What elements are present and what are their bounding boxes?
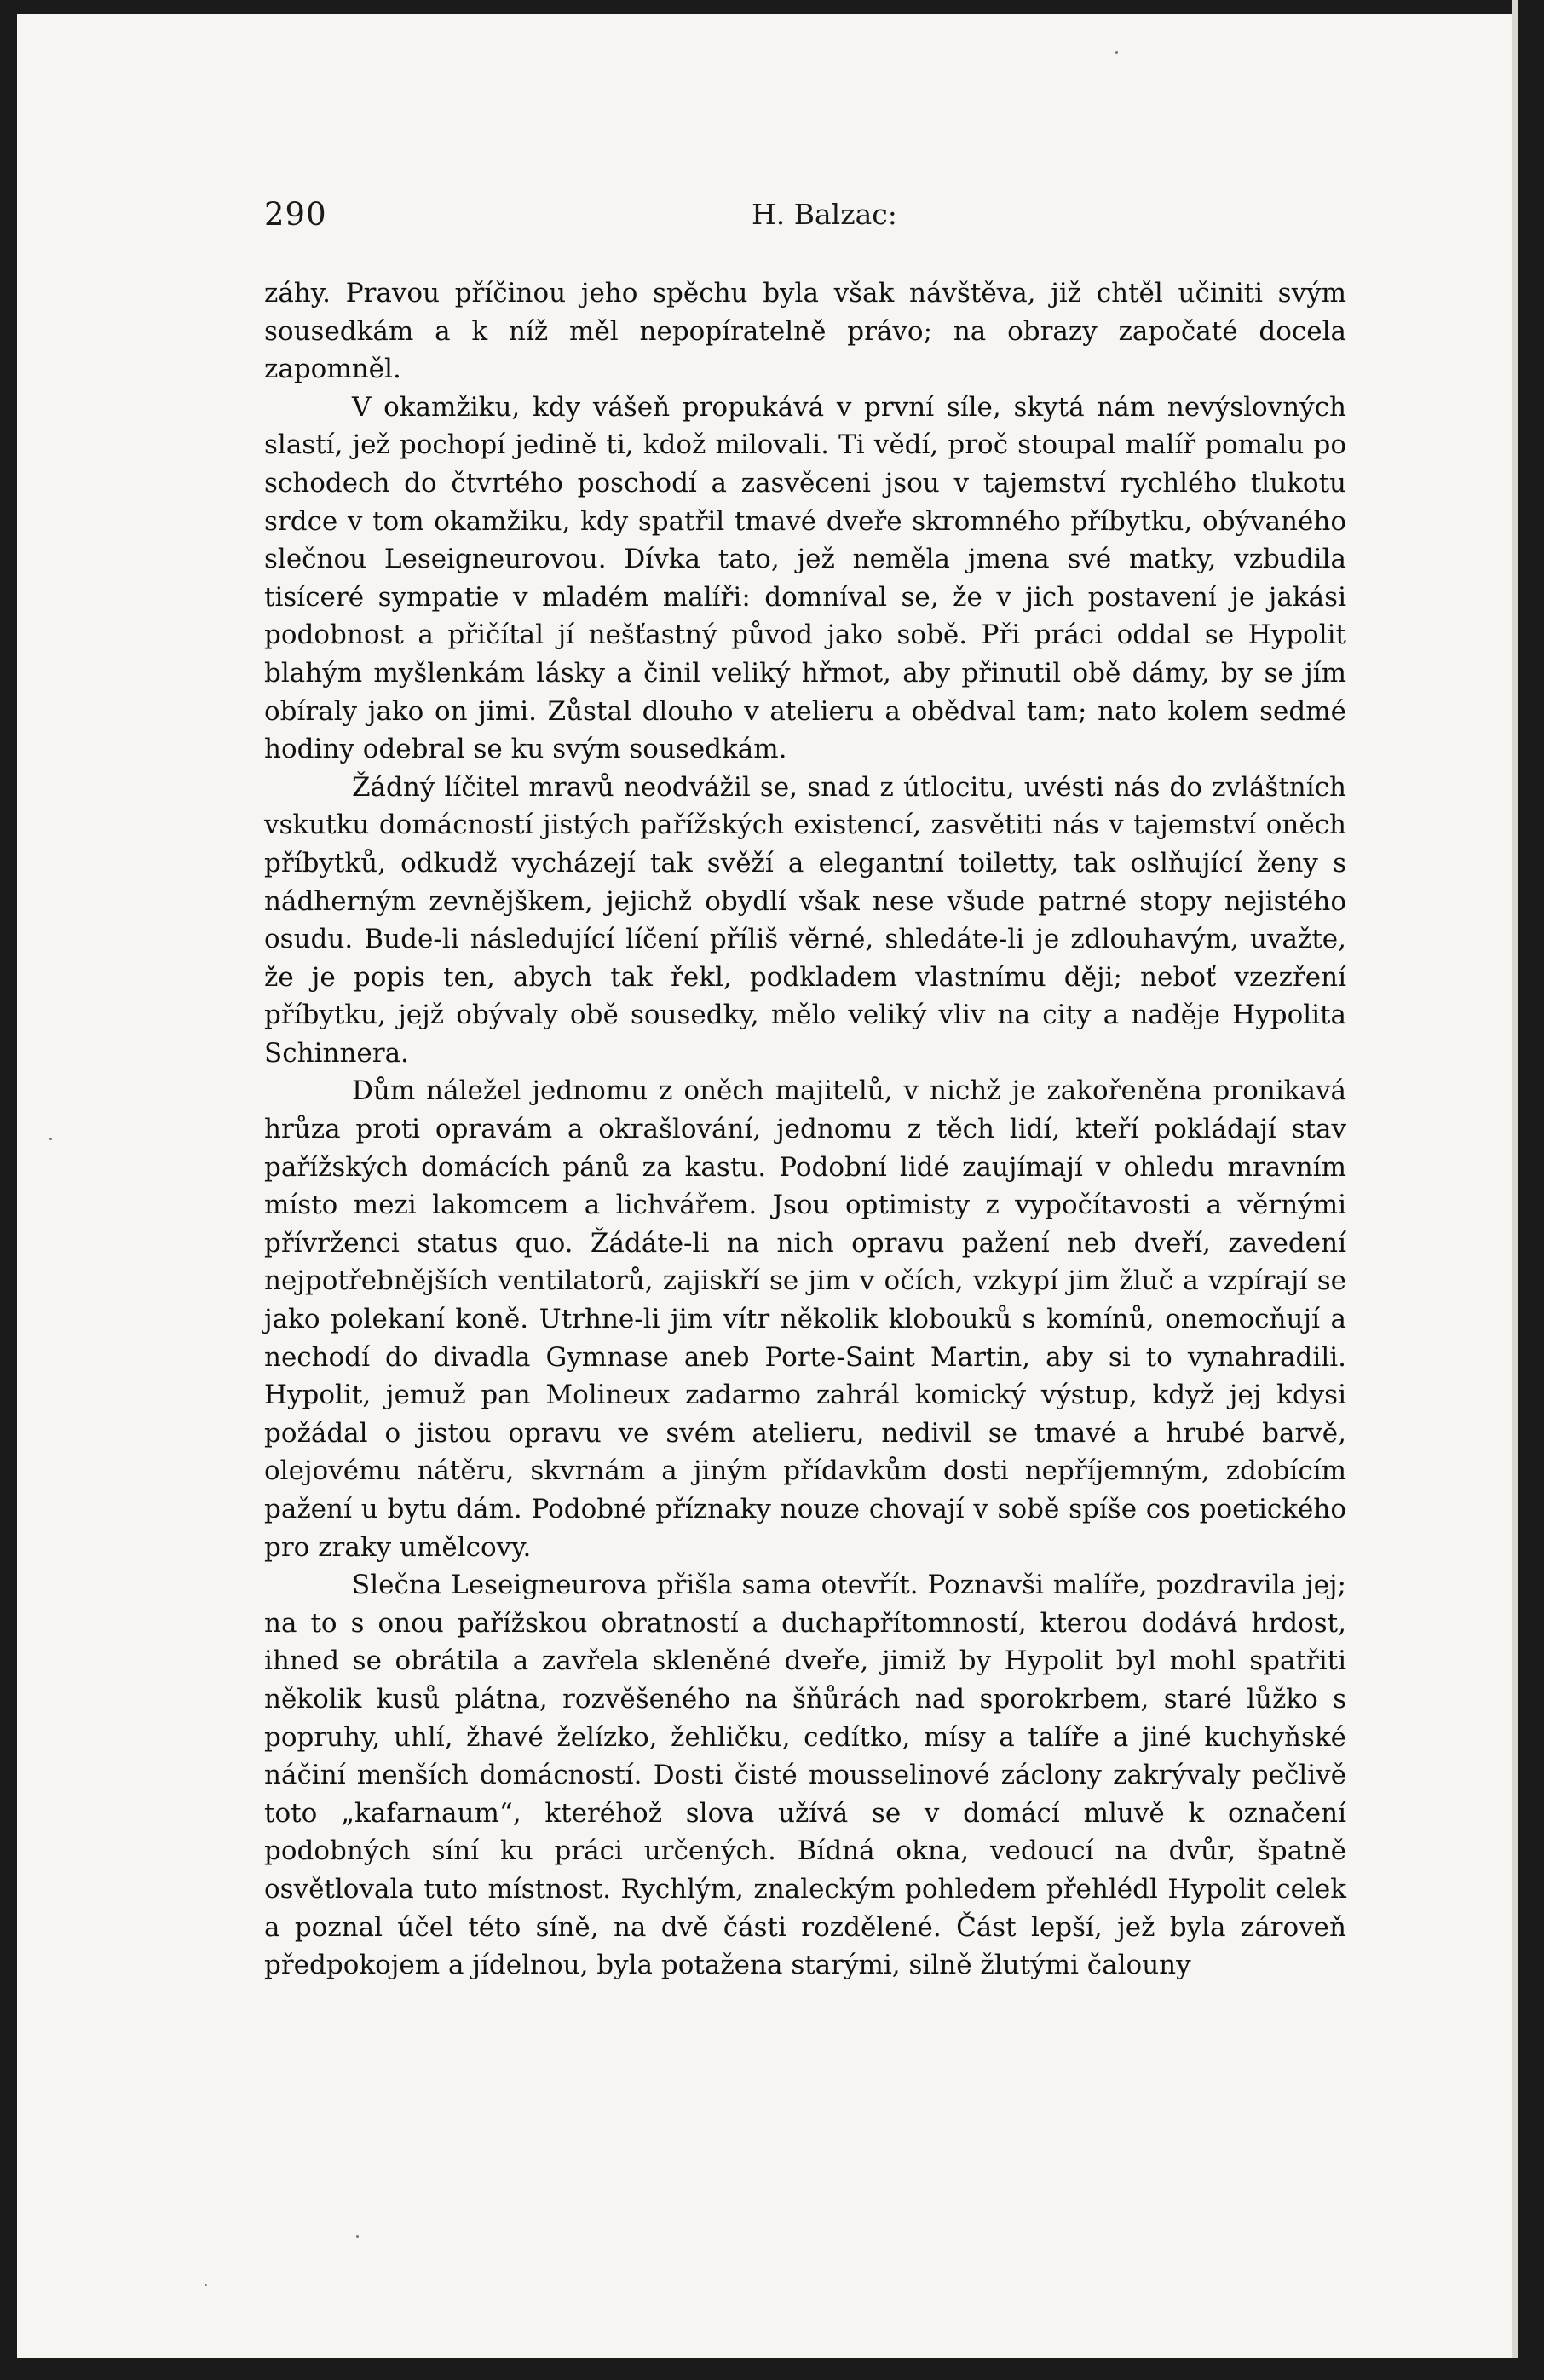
paragraph-2: V okamžiku, kdy vášeň propukává v první síle, skytá nám nevýslovných slastí, jež pochopí jedině ti, kdož milovali. Ti vědí, proč stoupal malíř pomalu po schodech do čtvrtého poschodí a zasvěceni jsou v tajemství rychlého tlukotu srdce v tom okamžiku, kdy spatřil tmavé dveře skromného příbytku, obývaného slečnou Leseigneurovou. Dívka tato, jež neměla jmena své matky, vzbudila tisíceré sympatie v mladém malíři: domníval se, že v jich postavení je jakási podobnost a přičítal jí nešťastný původ jako sobě. Při práci oddal se Hypolit blahým myšlenkám lásky a činil veliký hřmot, aby přinutil obě dámy, by se jím obíraly jako on jimi. Zůstal dlouho v atelieru a obědval tam; nato kolem sedmé hodiny odebral se ku svým sousedkám. — [264, 391, 1346, 765]
paragraph-5: Slečna Leseigneurova přišla sama otevřít. Poznavši malíře, pozdravila jej; na to s onou pařížskou obratností a duchapřítomností, kterou dodává hrdost, ihned se obrátila a zavřela skleněné dveře, jimiž by Hypolit byl mohl spatřiti několik kusů plátna, rozvěšeného na šňůrách nad sporokrbem, staré lůžko s popruhy, uhlí, žhavé želízko, žehličku, cedítko, mísy a talíře a jiné kuchyňské náčiní menších domácností. Dosti čisté mousselinové záclony zakrývaly pečlivě toto „kafarnaum“, kteréhož slova užívá se v domácí mluvě k označení podobných síní ku práci určených. Bídná okna, vedoucí na dvůr, špatně osvětlovala tuto místnost. Rychlým, znaleckým pohledem přehlédl Hypolit celek a poznal účel této síně, na dvě části rozdělené. Část lepší, jež byla zároveň předpokojem a jídelnou, byla potažena starými, silně žlutými čalouny — [264, 1570, 1346, 1981]
scan-border-left — [0, 0, 17, 2380]
scan-speck — [1115, 51, 1118, 54]
page-header — [264, 196, 1346, 247]
page-number: 290 — [264, 196, 327, 233]
scan-border-top — [0, 0, 1544, 14]
paragraph-1: záhy. Pravou příčinou jeho spěchu byla však návštěva, již chtěl učiniti svým sousedkám a k níž měl nepopíratelně právo; na obrazy započaté docela zapomněl. — [264, 278, 1346, 385]
running-head: H. Balzac: — [752, 198, 897, 231]
paragraph-4: Dům náležel jednomu z oněch majitelů, v nichž je zakořeněna pronikavá hrůza proti opravám a okrašlování, jednomu z těch lidí, kteří pokládají stav pařížských domácích pánů za kastu. Podobní lidé zaujímají v ohledu mravním místo mezi lakomcem a lichvářem. Jsou optimisty z vypočítavosti a věrnými přívrženci status quo. Žádáte-li na nich opravu pažení neb dveří, zavedení nejpotřebnějších ventilatorů, zajiskří se jim v očích, vzkypí jim žluč a vzpírají se jako polekaní koně. Utrhne-li jim vítr několik klobouků s komínů, onemocňují a nechodí do divadla Gymnase aneb Porte-Saint Martin, aby si to vynahradili. Hypolit, jemuž pan Molineux zadarmo zahrál komický výstup, když jej kdysi požádal o jistou opravu ve svém atelieru, nedivil se tmavé a hrubé barvě, olejovému nátěru, skvrnám a jiným přídavkům dosti nepříjemným, zdobícím pažení u bytu dám. Podobné příznaky nouze chovají v sobě spíše cos poetického pro zraky umělcovy. — [264, 1075, 1346, 1563]
body-text — [264, 274, 1346, 1985]
paragraph-3: Žádný líčitel mravů neodvážil se, snad z útlocitu, uvésti nás do zvláštních vskutku domácností jistých pařížských existencí, zasvětiti nás v tajemství oněch příbytků, odkudž vycházejí tak svěží a elegantní toiletty, tak oslňující ženy s nádherným zevnějškem, jejichž obydlí však nese všude patrné stopy nejistého osudu. Bude-li následující líčení příliš věrné, shledáte-li je zdlouhavým, uvažte, že je popis ten, abych tak řekl, podkladem vlastnímu ději; neboť vzezření příbytku, jejž obývaly obě sousedky, mělo veliký vliv na city a naděje Hypolita Schinnera. — [264, 771, 1346, 1069]
scan-border-right — [1518, 0, 1544, 2380]
page-edge-shadow — [1512, 0, 1518, 2380]
scan-border-bottom — [0, 2358, 1544, 2380]
scan-speck — [356, 2235, 359, 2238]
scan-speck — [205, 2284, 207, 2286]
scan-speck — [49, 1138, 52, 1140]
